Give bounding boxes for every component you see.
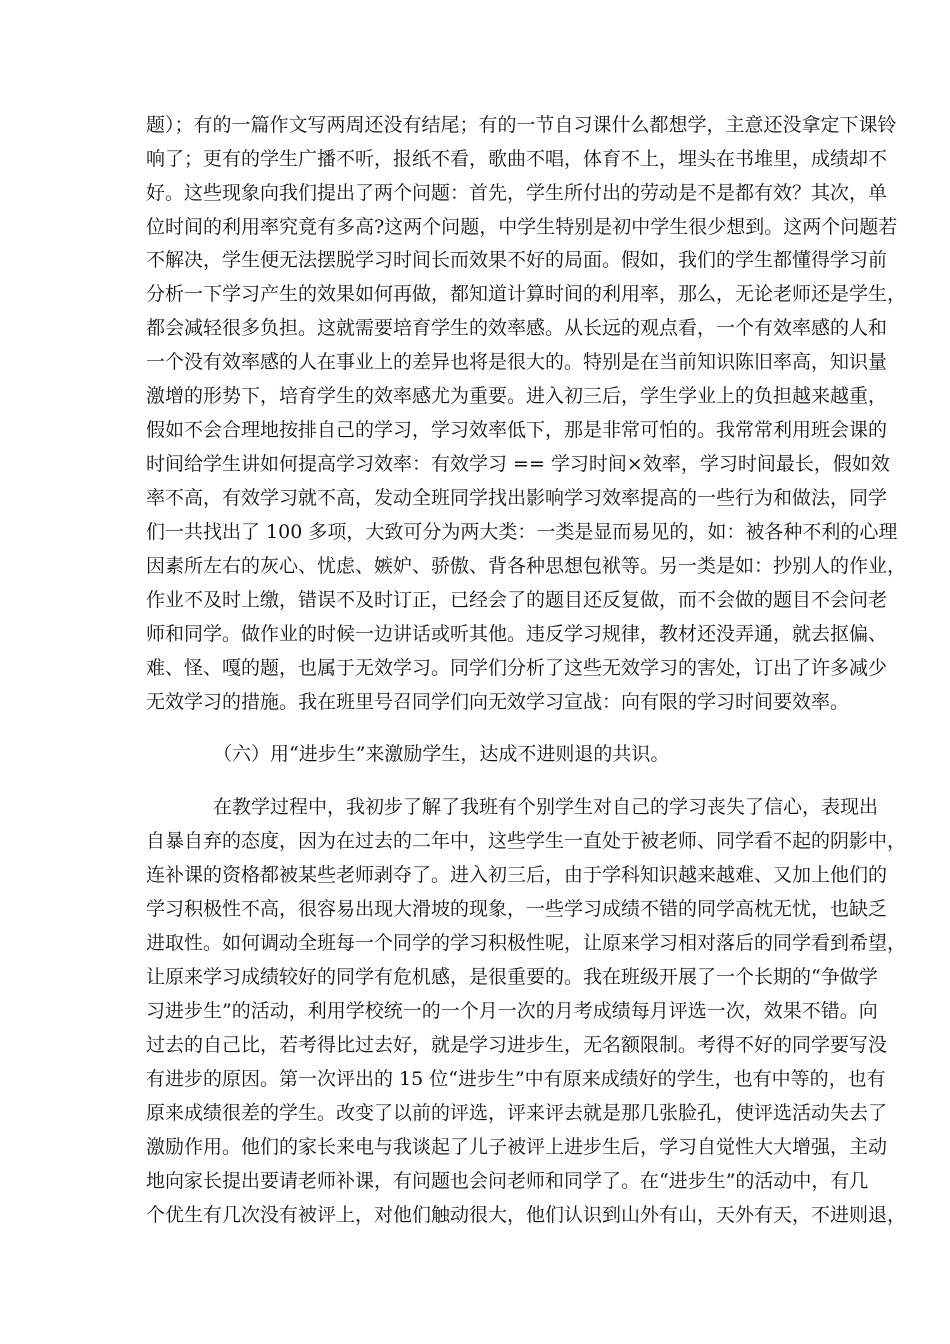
paragraph-line: 连补课的资格都被某些老师剥夺了。进入初三后，由于学科知识越来越难、又加上他们的 [146,864,888,886]
paragraph-first-line: 在教学过程中，我初步了解了我班有个别学生对自己的学习丧失了信心，表现出 [213,796,879,818]
paragraph-line: 好。这些现象向我们提出了两个问题：首先，学生所付出的劳动是不是都有效？其次，单 [146,182,888,204]
paragraph-line: 时间给学生讲如何提高学习效率：有效学习 == 学习时间×效率，学习时间最长，假如效 [146,453,890,475]
paragraph-line: 们一共找出了 100 多项，大致可分为两大类：一类是显而易见的，如：被各种不利的心理 [146,521,898,543]
paragraph-line: 响了；更有的学生广播不听，报纸不看，歌曲不唱，体育不上，埋头在书堆里，成绩却不 [146,148,888,170]
paragraph-line: 假如不会合理地按排自己的学习，学习效率低下，那是非常可怕的。我常常利用班会课的 [146,419,888,441]
paragraph-line: 激励作用。他们的家长来电与我谈起了儿子被评上进步生后，学习自觉性大大增强，主动 [146,1136,888,1158]
section-heading: （六）用“进步生”来激励学生，达成不进则退的共识。 [213,743,670,765]
paragraph-line: 分析一下学习产生的效果如何再做，都知道计算时间的利用率，那么，无论老师还是学生， [146,283,907,305]
paragraph-line: 学习积极性不高，很容易出现大滑坡的现象，一些学习成绩不错的同学高枕无忧，也缺乏 [146,898,888,920]
paragraph-line: 不解决，学生便无法摆脱学习时间长而效果不好的局面。假如，我们的学生都懂得学习前 [146,249,888,271]
paragraph-line: 位时间的利用率究竟有多高?这两个问题，中学生特别是初中学生很少想到。这两个问题若 [146,216,898,238]
paragraph-line: 因素所左右的灰心、忧虑、嫉妒、骄傲、背各种思想包袱等。另一类是如：抄别人的作业， [146,555,907,577]
paragraph-line: 地向家长提出要请老师补课，有问题也会问老师和同学了。在“进步生”的活动中，有几 [146,1170,869,1192]
paragraph-line: 个优生有几次没有被评上，对他们触动很大，他们认识到山外有山，天外有天，不进则退， [146,1204,907,1226]
paragraph-line: 师和同学。做作业的时候一边讲话或听其他。违反学习规律，教材还没弄通，就去抠偏、 [146,623,888,645]
paragraph-line: 都会减轻很多负担。这就需要培育学生的效率感。从长远的观点看，一个有效率感的人和 [146,317,888,339]
paragraph-line: 激增的形势下，培育学生的效率感尤为重要。进入初三后，学生学业上的负担越来越重， [146,385,888,407]
paragraph-line: 一个没有效率感的人在事业上的差异也将是很大的。特别是在当前知识陈旧率高，知识量 [146,351,888,373]
paragraph-line: 自暴自弃的态度，因为在过去的二年中，这些学生一直处于被老师、同学看不起的阴影中， [146,830,907,852]
paragraph-line: 进取性。如何调动全班每一个同学的学习积极性呢，让原来学习相对落后的同学看到希望， [146,932,907,954]
paragraph-line: 题）；有的一篇作文写两周还没有结尾；有的一节自习课什么都想学，主意还没拿定下课铃 [146,114,897,136]
paragraph-line: 难、怪、嘎的题，也属于无效学习。同学们分析了这些无效学习的害处，订出了许多减少 [146,657,888,679]
paragraph-line: 过去的自己比，若考得比过去好，就是学习进步生，无名额限制。考得不好的同学要写没 [146,1034,888,1056]
paragraph-line: 有进步的原因。第一次评出的 15 位“进步生”中有原来成绩好的学生，也有中等的，也有 [146,1068,886,1090]
paragraph-line: 无效学习的措施。我在班里号召同学们向无效学习宣战：向有限的学习时间要效率。 [146,691,850,713]
paragraph-line: 率不高，有效学习就不高，发动全班同学找出影响学习效率提高的一些行为和做法，同学 [146,487,888,509]
paragraph-line: 让原来学习成绩较好的同学有危机感，是很重要的。我在班级开展了一个长期的“争做学 [146,966,878,988]
paragraph-line: 原来成绩很差的学生。改变了以前的评选，评来评去就是那几张脸孔，使评选活动失去了 [146,1102,888,1124]
paragraph-line: 习进步生”的活动，利用学校统一的一个月一次的月考成绩每月评选一次，效果不错。向 [146,1000,878,1022]
paragraph-line: 作业不及时上缴，错误不及时订正，已经会了的题目还反复做，而不会做的题目不会问老 [146,589,888,611]
